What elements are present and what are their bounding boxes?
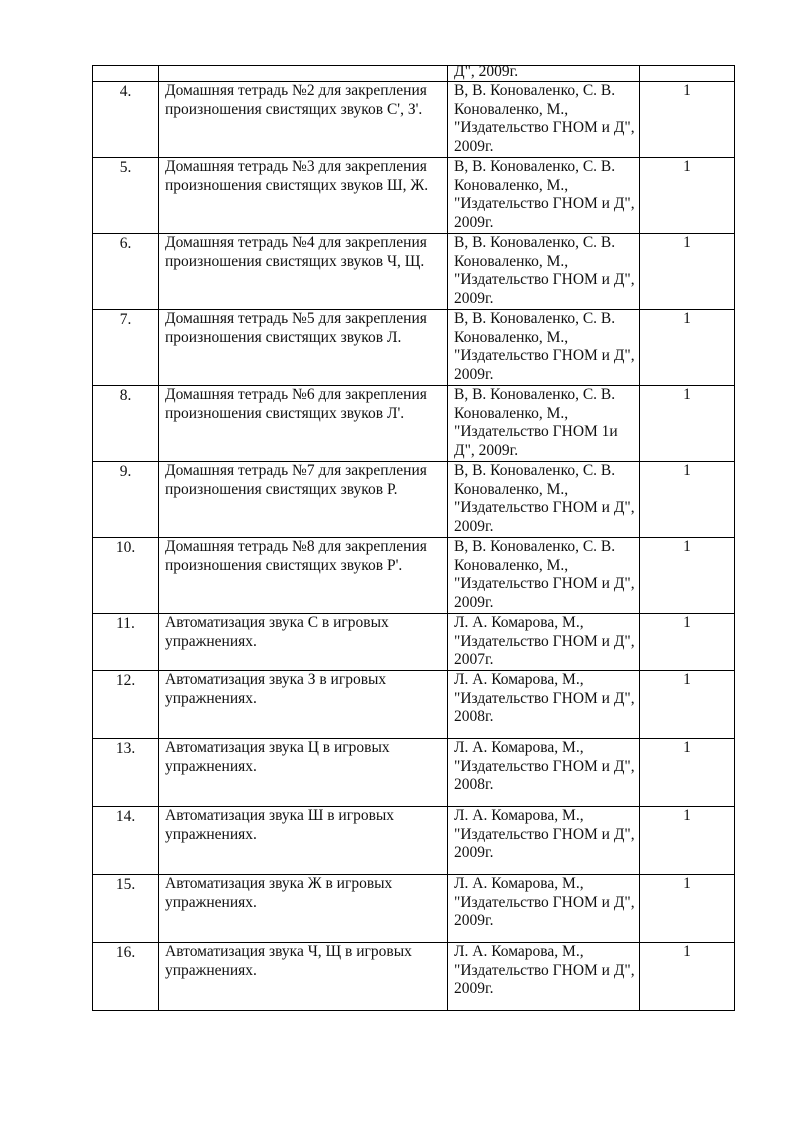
book-list-table: [92, 65, 735, 1011]
table-row: [93, 807, 735, 875]
row-number-cell: 5.: [93, 158, 159, 234]
row-number-cell: [93, 66, 159, 82]
book-quantity-cell: 1: [640, 739, 735, 807]
book-title-cell: Домашняя тетрадь №6 для закрепления произношения свистящих звуков Л'.: [159, 386, 448, 462]
book-quantity-cell: 1: [640, 310, 735, 386]
book-quantity-cell: 1: [640, 82, 735, 158]
book-title-cell: Домашняя тетрадь №4 для закрепления произношения свистящих звуков Ч, Щ.: [159, 234, 448, 310]
book-title-cell: Автоматизация звука Ц в игровых упражнениях.: [159, 739, 448, 807]
book-author-cell: Л. А. Комарова, М., "Издательство ГНОМ и Д", 2009г.: [448, 943, 640, 1011]
table-row: [93, 614, 735, 671]
book-quantity-cell: 1: [640, 158, 735, 234]
book-title-cell: Автоматизация звука Ч, Щ в игровых упражнениях.: [159, 943, 448, 1011]
book-quantity-cell: 1: [640, 462, 735, 538]
book-author-text: Д", 2009г.: [454, 65, 519, 80]
book-quantity-cell: 1: [640, 386, 735, 462]
book-title-cell: Домашняя тетрадь №2 для закрепления произношения свистящих звуков С', З'.: [159, 82, 448, 158]
book-author-cell: В, В. Коноваленко, С. В. Коноваленко, М., "Издательство ГНОМ и Д", 2009г.: [448, 158, 640, 234]
book-title-cell: Домашняя тетрадь №7 для закрепления произношения свистящих звуков Р.: [159, 462, 448, 538]
table-row: [93, 875, 735, 943]
row-number-cell: 10.: [93, 538, 159, 614]
book-author-cell: [448, 66, 640, 82]
book-author-cell: Л. А. Комарова, М., "Издательство ГНОМ и Д", 2007г.: [448, 614, 640, 671]
book-title-cell: Домашняя тетрадь №8 для закрепления произношения свистящих звуков Р'.: [159, 538, 448, 614]
book-quantity-cell: 1: [640, 614, 735, 671]
table-row: [93, 671, 735, 739]
table-row: [93, 158, 735, 234]
row-number-cell: 15.: [93, 875, 159, 943]
row-number-cell: 4.: [93, 82, 159, 158]
book-author-cell: В, В. Коноваленко, С. В. Коноваленко, М., "Издательство ГНОМ и Д", 2009г.: [448, 82, 640, 158]
book-quantity-cell: 1: [640, 807, 735, 875]
row-number-cell: 13.: [93, 739, 159, 807]
book-author-cell: В, В. Коноваленко, С. В. Коноваленко, М., "Издательство ГНОМ 1и Д", 2009г.: [448, 386, 640, 462]
table-row-continuation: [93, 66, 735, 82]
book-author-cell: Л. А. Комарова, М., "Издательство ГНОМ и Д", 2008г.: [448, 671, 640, 739]
row-number-cell: 14.: [93, 807, 159, 875]
book-author-cell: В, В. Коноваленко, С. В. Коноваленко, М., "Издательство ГНОМ и Д", 2009г.: [448, 538, 640, 614]
table-row: [93, 943, 735, 1011]
table-row: [93, 538, 735, 614]
book-author-cell: В, В. Коноваленко, С. В. Коноваленко, М., "Издательство ГНОМ и Д", 2009г.: [448, 310, 640, 386]
book-title-cell: Домашняя тетрадь №5 для закрепления произношения свистящих звуков Л.: [159, 310, 448, 386]
book-quantity-cell: 1: [640, 234, 735, 310]
row-number-cell: 11.: [93, 614, 159, 671]
table-row: [93, 739, 735, 807]
row-number-cell: 16.: [93, 943, 159, 1011]
book-author-cell: Л. А. Комарова, М., "Издательство ГНОМ и Д", 2009г.: [448, 807, 640, 875]
book-title-cell: Автоматизация звука Ж в игровых упражнениях.: [159, 875, 448, 943]
table-row: [93, 234, 735, 310]
row-number-cell: 8.: [93, 386, 159, 462]
book-title-cell: Автоматизация звука Ш в игровых упражнениях.: [159, 807, 448, 875]
table-row: [93, 82, 735, 158]
table-row: [93, 310, 735, 386]
table-row: [93, 386, 735, 462]
row-number-cell: 9.: [93, 462, 159, 538]
book-title-cell: [159, 66, 448, 82]
table-row: [93, 462, 735, 538]
book-quantity-cell: 1: [640, 875, 735, 943]
book-author-cell: Л. А. Комарова, М., "Издательство ГНОМ и Д", 2008г.: [448, 739, 640, 807]
row-number-cell: 7.: [93, 310, 159, 386]
row-number-cell: 6.: [93, 234, 159, 310]
row-number-cell: 12.: [93, 671, 159, 739]
book-title-cell: Автоматизация звука З в игровых упражнениях.: [159, 671, 448, 739]
book-quantity-cell: 1: [640, 671, 735, 739]
book-quantity-cell: [640, 66, 735, 82]
book-quantity-cell: 1: [640, 538, 735, 614]
book-title-cell: Автоматизация звука С в игровых упражнениях.: [159, 614, 448, 671]
book-author-cell: В, В. Коноваленко, С. В. Коноваленко, М., "Издательство ГНОМ и Д", 2009г.: [448, 462, 640, 538]
book-title-cell: Домашняя тетрадь №3 для закрепления произношения свистящих звуков Ш, Ж.: [159, 158, 448, 234]
book-quantity-cell: 1: [640, 943, 735, 1011]
book-author-cell: Л. А. Комарова, М., "Издательство ГНОМ и Д", 2009г.: [448, 875, 640, 943]
book-author-cell: В, В. Коноваленко, С. В. Коноваленко, М., "Издательство ГНОМ и Д", 2009г.: [448, 234, 640, 310]
